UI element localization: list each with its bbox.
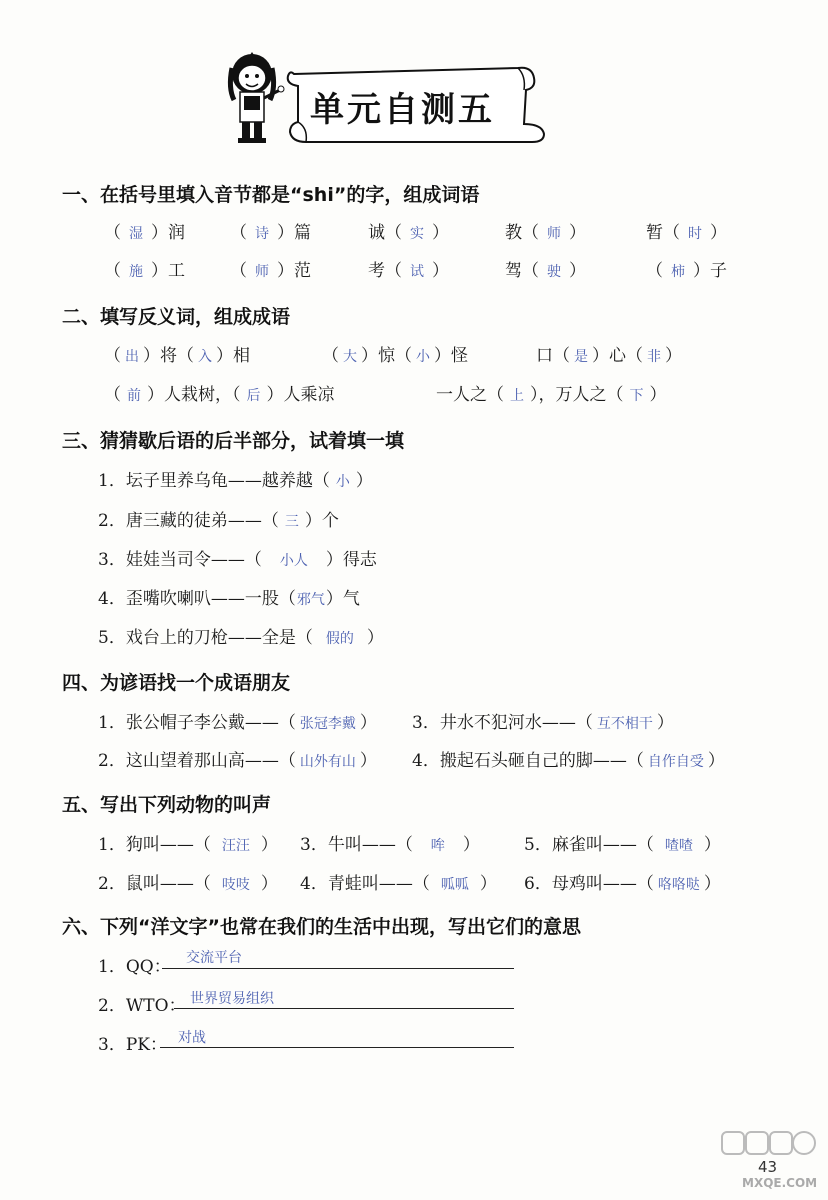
s1-row1-item4: 教（ 师 ）	[505, 223, 586, 243]
s1-row2-item1: （ 施 ）工	[104, 261, 185, 281]
s1-row1-item1: （ 湿 ）润	[104, 223, 185, 243]
s3-item-4: 4．歪嘴吹喇叭——一股（邪气）气	[98, 589, 360, 609]
s4-item-1: 1．张公帽子李公戴——（ 张冠李戴 ）	[98, 713, 377, 733]
s2-row1-idiom1: （ 出 ）将（ 入 ）相	[104, 346, 250, 366]
s6-item-2-answer: 世界贸易组织	[190, 991, 274, 1007]
s6-item-3-label: 3．PK：	[98, 1035, 167, 1055]
s5-item-5: 5．麻雀叫——（ 喳喳 ）	[524, 835, 721, 855]
s1-row1-item5: 暂（ 时 ）	[646, 223, 727, 243]
s3-item-1: 1．坛子里养乌龟——越养越（ 小 ）	[98, 471, 373, 491]
s5-item-1: 1．狗叫——（ 汪汪 ）	[98, 835, 278, 855]
s6-item-1-answer: 交流平台	[186, 950, 242, 966]
s6-item-3-line	[160, 1047, 514, 1048]
s2-row1-idiom3: 口（ 是 ）心（ 非 ）	[536, 346, 682, 366]
s2-row2-idiom1: （ 前 ）人栽树，（ 后 ）人乘凉	[104, 385, 335, 405]
page-title: 单元自测五	[310, 90, 495, 130]
section-6-heading: 六、下列“洋文字”也常在我们的生活中出现，写出它们的意思	[62, 916, 581, 938]
s6-item-2-label: 2．WTO：	[98, 996, 186, 1016]
s2-row1-idiom2: （ 大 ）惊（ 小 ）怪	[322, 346, 468, 366]
section-4-heading: 四、为谚语找一个成语朋友	[62, 672, 291, 694]
s3-item-2: 2．唐三藏的徒弟——（ 三 ）个	[98, 511, 339, 531]
s5-item-4: 4．青蛙叫——（ 呱呱 ）	[300, 874, 497, 894]
s3-item-3: 3．娃娃当司令——（ 小人 ）得志	[98, 550, 377, 570]
section-5-heading: 五、写出下列动物的叫声	[62, 794, 272, 816]
s1-row1-item2: （ 诗 ）篇	[230, 223, 311, 243]
s5-item-6: 6．母鸡叫——（ 咯咯哒 ）	[524, 874, 721, 894]
s4-item-4: 4．搬起石头砸自己的脚——（ 自作自受 ）	[412, 751, 725, 771]
s5-item-2: 2．鼠叫——（ 吱吱 ）	[98, 874, 278, 894]
s1-row2-item4: 驾（ 驶 ）	[505, 261, 586, 281]
s6-item-1-line	[162, 968, 514, 969]
s1-row1-item3: 诚（ 实 ）	[368, 223, 449, 243]
section-3-heading: 三、猜猜歇后语的后半部分，试着填一填	[62, 430, 405, 452]
watermark-text: MXQE.COM	[742, 1176, 818, 1190]
s3-item-5: 5．戏台上的刀枪——全是（ 假的 ）	[98, 628, 384, 648]
s6-item-2-line	[174, 1008, 514, 1009]
s5-item-3: 3．牛叫——（ 哞 ）	[300, 835, 480, 855]
page-number: 43	[758, 1158, 778, 1176]
s1-row2-item5: （ 柿 ）子	[646, 261, 727, 281]
section-1-heading: 一、在括号里填入音节都是“shi”的字，组成词语	[62, 184, 480, 206]
s4-item-3: 3．井水不犯河水——（ 互不相干 ）	[412, 713, 674, 733]
s4-item-2: 2．这山望着那山高——（ 山外有山 ）	[98, 751, 377, 771]
s6-item-3-answer: 对战	[178, 1030, 206, 1046]
s1-row2-item2: （ 师 ）范	[230, 261, 311, 281]
section-2-heading: 二、填写反义词，组成成语	[62, 306, 291, 328]
s6-item-1-label: 1．QQ：	[98, 957, 171, 977]
s2-row2-idiom2: 一人之（ 上 ），万人之（ 下 ）	[436, 385, 667, 405]
s1-row2-item3: 考（ 试 ）	[368, 261, 449, 281]
